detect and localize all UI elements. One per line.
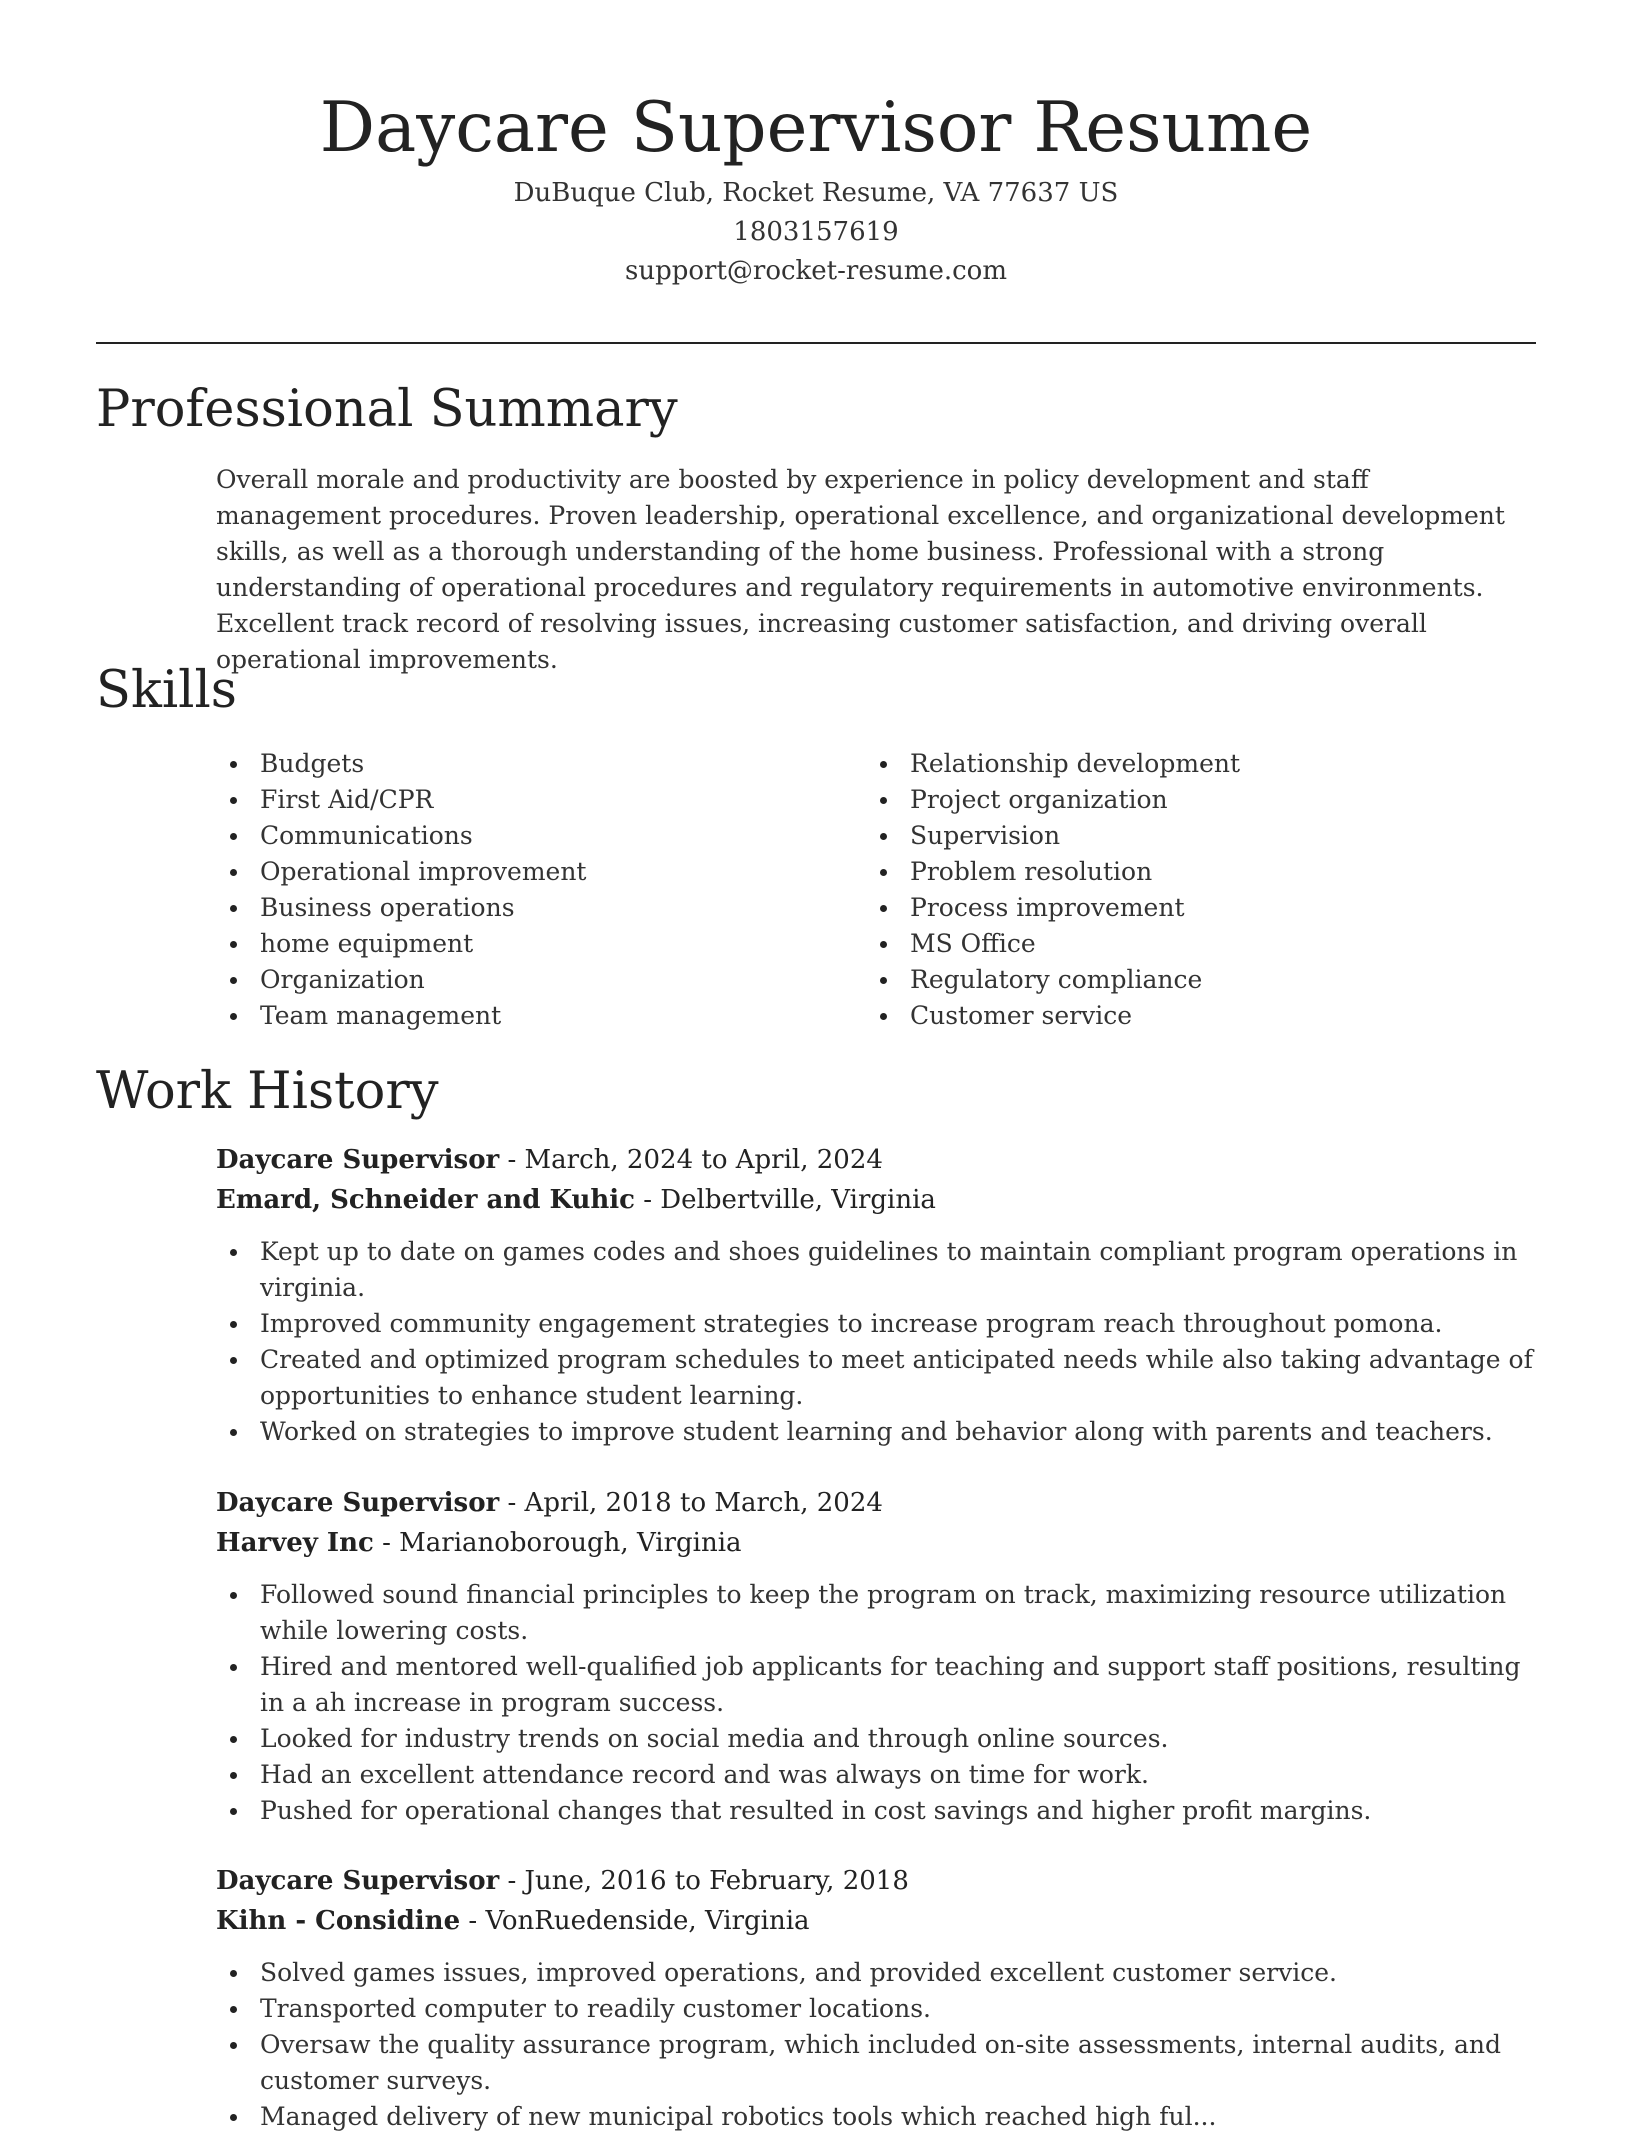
skill-item: Supervision [866, 818, 1466, 854]
resume-title: Daycare Supervisor Resume [319, 88, 1313, 168]
job-bullet: Oversaw the quality assurance program, which included on-site assessments, internal audits, and customer surveys. [216, 2027, 1536, 2099]
skill-item: Problem resolution [866, 854, 1466, 890]
work-history-heading: Work History [96, 1062, 439, 1121]
job-bullet: Solved games issues, improved operations, and provided excellent customer service. [216, 1955, 1536, 1991]
job-bullet: Managed delivery of new municipal robotics tools which reached high ful... [216, 2099, 1536, 2135]
job-dates: - March, 2024 to April, 2024 [499, 1145, 883, 1175]
job-bullet: Had an excellent attendance record and was always on time for work. [216, 1757, 1536, 1793]
skill-item: Process improvement [866, 890, 1466, 926]
job-bullet: Followed sound financial principles to keep the program on track, maximizing resource utilization while lowering costs. [216, 1577, 1536, 1649]
skill-item: Team management [216, 998, 816, 1034]
skill-item: Customer service [866, 998, 1466, 1034]
job-entry [216, 1483, 1536, 1829]
skill-item: Regulatory compliance [866, 962, 1466, 998]
job-company-line [216, 1901, 1536, 1941]
skill-item: Communications [216, 818, 816, 854]
job-bullets [216, 1234, 1536, 1450]
job-role: Daycare Supervisor [216, 1488, 500, 1518]
job-company: Emard, Schneider and Kuhic [216, 1185, 635, 1215]
contact-phone: 1803157619 [733, 217, 899, 247]
job-bullet: Pushed for operational changes that resulted in cost savings and higher profit margins. [216, 1793, 1536, 1829]
job-dates: - April, 2018 to March, 2024 [499, 1488, 883, 1518]
resume-header [0, 82, 1632, 291]
summary-text: Overall morale and productivity are boosted by experience in policy development and staff management procedures. Proven leadership, operational excellence, and organizational development skills, as well as a thorough understanding of the home business. Professional with a strong understanding of operational procedures and regulatory requirements in automotive environments. Excellent track record of resolving issues, increasing customer satisfaction, and driving overall operational improvements. [216, 465, 1505, 674]
header-divider [96, 342, 1536, 344]
job-bullet: Improved community engagement strategies to increase program reach throughout pomona. [216, 1306, 1536, 1342]
contact-address: DuBuque Club, Rocket Resume, VA 77637 US [513, 178, 1119, 208]
job-entry [216, 1140, 1536, 1450]
skill-item: Operational improvement [216, 854, 816, 890]
skill-item: Organization [216, 962, 816, 998]
job-role: Daycare Supervisor [216, 1145, 500, 1175]
job-bullet: Hired and mentored well-qualified job applicants for teaching and support staff positions, resulting in a ah increase in program success. [216, 1649, 1536, 1721]
skill-item: Budgets [216, 746, 816, 782]
job-location: - Delbertville, Virginia [634, 1185, 936, 1215]
job-bullet: Created and optimized program schedules to meet anticipated needs while also taking advantage of opportunities to enhance student learning. [216, 1342, 1536, 1414]
job-bullet: Kept up to date on games codes and shoes guidelines to maintain compliant program operations in virginia. [216, 1234, 1536, 1306]
skill-item: home equipment [216, 926, 816, 962]
skill-item: Project organization [866, 782, 1466, 818]
skill-item: First Aid/CPR [216, 782, 816, 818]
job-dates: - June, 2016 to February, 2018 [499, 1866, 909, 1896]
job-company-line [216, 1180, 1536, 1220]
job-role: Daycare Supervisor [216, 1866, 500, 1896]
job-bullets [216, 1955, 1536, 2135]
job-bullet: Looked for industry trends on social media and through online sources. [216, 1721, 1536, 1757]
job-bullet: Worked on strategies to improve student learning and behavior along with parents and teachers. [216, 1414, 1536, 1450]
job-company: Harvey Inc [216, 1528, 374, 1558]
job-entry [216, 1861, 1536, 2135]
job-bullets [216, 1577, 1536, 1829]
contact-email: support@rocket-resume.com [624, 256, 1007, 286]
job-location: - VonRuedenside, Virginia [460, 1906, 810, 1936]
skill-item: MS Office [866, 926, 1466, 962]
job-company-line [216, 1523, 1536, 1563]
job-title-line [216, 1140, 1536, 1180]
job-bullet: Transported computer to readily customer locations. [216, 1991, 1536, 2027]
skill-item: Business operations [216, 890, 816, 926]
job-title-line [216, 1483, 1536, 1523]
job-company: Kihn - Considine [216, 1906, 461, 1936]
job-title-line [216, 1861, 1536, 1901]
skills-list-left [216, 746, 816, 1034]
skills-list-right [866, 746, 1466, 1034]
summary-heading: Professional Summary [96, 380, 678, 439]
skills-heading: Skills [96, 661, 237, 720]
job-location: - Marianoborough, Virginia [373, 1528, 742, 1558]
skill-item: Relationship development [866, 746, 1466, 782]
